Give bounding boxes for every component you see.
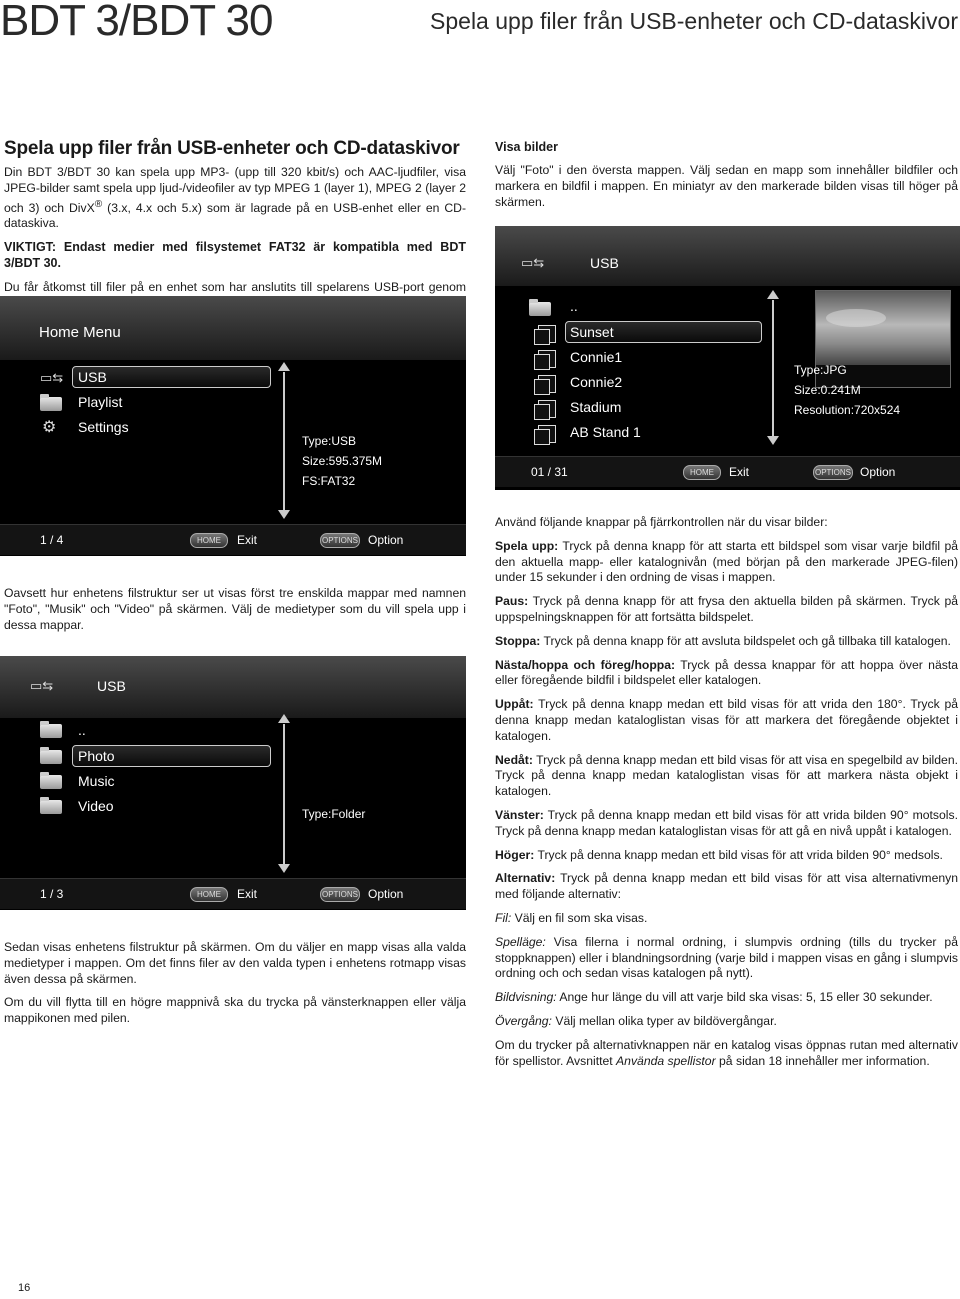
key-next-prev: Nästa/hoppa och föreg/hoppa: Tryck på dessa knappar för att hoppa över nästa eller föregående bildfil i bildspelet eller katalogen. — [495, 657, 958, 688]
exit-label: Exit — [237, 533, 258, 547]
folder-icon — [40, 775, 62, 789]
remote-keys-block — [495, 515, 958, 1077]
home-button[interactable]: HOME — [190, 533, 228, 548]
list-item-photo[interactable]: Photo — [78, 748, 115, 764]
key-right: Höger: Tryck på denna knapp medan ett bild visas för att vrida bilden 90° medsols. — [495, 847, 943, 862]
status-bar — [495, 456, 960, 487]
folder-info: Type:Folder — [302, 807, 366, 821]
scrollbar[interactable] — [283, 372, 285, 510]
key-pause: Paus: Tryck på denna knapp för att frysa den aktuella bilden på skärmen. Tryck på uppspelningsknappen för att fortsätta bildspelet. — [495, 594, 958, 624]
access-paragraph: Du får åtkomst till filer på en enhet som har anslutits till spelarens USB-port genom — [4, 279, 466, 294]
keys-intro: Använd följande knappar på fjärrkontrollen när du visar bilder: — [495, 515, 828, 529]
page-number: 16 — [18, 1282, 31, 1294]
home-menu-screen — [0, 296, 466, 556]
page-indicator: 01 / 31 — [531, 465, 568, 479]
key-stop: Stoppa: Tryck på denna knapp för att avsluta bildspelet och gå tillbaka till katalogen. — [495, 633, 951, 648]
scroll-up-arrow[interactable] — [767, 290, 779, 299]
folder-icon — [40, 750, 62, 764]
playlist-options-paragraph: Om du trycker på alternativknappen när en katalog visas öppnas rutan med alternativ för spellistor. Avsnittet Använda spellistor på sidan 18 innehåller mer information. — [495, 1037, 958, 1068]
folder-icon — [40, 397, 62, 411]
options-button[interactable]: OPTIONS — [320, 533, 360, 548]
scroll-down-arrow[interactable] — [767, 436, 779, 445]
menu-item-usb[interactable]: USB — [78, 369, 107, 385]
list-item-parent[interactable]: .. — [570, 298, 578, 314]
image-info: Type:JPG Size:0.241M Resolution:720x524 — [794, 363, 901, 417]
exit-label: Exit — [237, 887, 258, 901]
level-up-paragraph: Om du vill flytta till en högre mappnivå ska du trycka på vänsterknappen eller välja mappikonen med pilen. — [4, 995, 466, 1026]
option-display-time: Bildvisning: Ange hur länge du vill att varje bild ska visas: 5, 15 eller 30 sekunder. — [495, 990, 933, 1005]
list-item-stadium[interactable]: Stadium — [570, 399, 622, 415]
photo-browser-screen — [495, 226, 960, 490]
option-label: Option — [368, 887, 404, 901]
folder-up-icon[interactable] — [529, 302, 551, 316]
list-item-music[interactable]: Music — [78, 773, 115, 789]
folder-icon — [40, 800, 62, 814]
option-label: Option — [860, 465, 896, 479]
scrollbar[interactable] — [772, 300, 774, 436]
option-label: Option — [368, 533, 404, 547]
gear-icon: ⚙ — [42, 419, 57, 436]
folders-paragraph: Oavsett hur enhetens filstruktur ser ut visas först tre enskilda mappar med namnen "Foto", "Musik" och "Video" på skärmen. Välj de medietyper som du vill spela upp i dessa mappar. — [4, 586, 466, 632]
image-file-icon — [538, 375, 556, 393]
list-item-video[interactable]: Video — [78, 798, 114, 814]
list-item-ab-stand[interactable]: AB Stand 1 — [570, 424, 641, 440]
image-file-icon — [538, 400, 556, 418]
scroll-down-arrow[interactable] — [278, 510, 290, 519]
important-note: VIKTIGT: Endast medier med filsystemet FAT32 är kompatibla med BDT 3/BDT 30. — [4, 240, 466, 271]
status-bar — [0, 524, 466, 555]
option-play-mode: Spelläge: Visa filerna i normal ordning, i slumpvis ordning (tills du trycker på stoppknappen) eller i blandningsordning (varje bild i mappen visas en gång i slumpvis ordning och och sedan visas katalogen på nytt). — [495, 934, 958, 981]
key-play: Spela upp: Tryck på denna knapp för att starta ett bildspel som visar varje bildfil på den aktuella mapp- eller katalognivån (med början på den markerade JPEG-filen) under 15 sekunder i den ordning de visas i mappen. — [495, 538, 959, 585]
device-info: Type:USB Size:595.375M FS:FAT32 — [302, 434, 383, 488]
exit-label: Exit — [729, 465, 750, 479]
options-button[interactable]: OPTIONS — [320, 887, 360, 902]
usb-icon: ▭⇆ — [30, 678, 54, 693]
key-down: Nedåt: Tryck på denna knapp medan ett bild visas för att visa en spegelbild av bilden. Tryck på denna knapp medan kataloglistan visas för att markera nästa objekt i katalogen. — [495, 752, 958, 799]
scrollbar[interactable] — [283, 724, 285, 864]
key-alternative: Alternativ: Tryck på denna knapp medan ett bild visas för att visa alternativmenyn med följande alternativ: — [495, 871, 959, 902]
view-images-intro: Välj "Foto" i den översta mappen. Välj sedan en mapp som innehåller bildfiler och markera en bildfil i mappen. En miniatyr av den markerade bilden visas till höger på skärmen. — [495, 163, 958, 209]
usb-folders-screen — [0, 656, 466, 910]
section-title: Spela upp filer från USB-enheter och CD-dataskivor — [430, 8, 958, 34]
menu-item-settings[interactable]: Settings — [78, 419, 129, 435]
model-title: BDT 3/BDT 30 — [0, 0, 273, 45]
option-file: Fil: Välj en fil som ska visas. — [495, 910, 648, 925]
page-indicator: 1 / 3 — [40, 887, 64, 901]
options-button[interactable]: OPTIONS — [813, 465, 853, 480]
list-item-connie1[interactable]: Connie1 — [570, 349, 623, 365]
image-file-icon — [538, 425, 556, 443]
list-item-sunset[interactable]: Sunset — [570, 324, 614, 340]
structure-block — [4, 940, 466, 1035]
folder-up-icon[interactable] — [40, 724, 62, 738]
main-heading: Spela upp filer från USB-enheter och CD-dataskivor — [4, 138, 460, 159]
usb-screen-title: USB — [97, 678, 126, 694]
image-file-icon — [538, 325, 556, 343]
key-left: Vänster: Tryck på denna knapp medan ett bild visas för att vrida bilden 90° motsols. Tryck på denna knapp medan kataloglistan visas för att gå en nivå uppåt i katalogen. — [495, 807, 958, 838]
option-transition: Övergång: Välj mellan olika typer av bildövergångar. — [495, 1013, 777, 1028]
page-indicator: 1 / 4 — [40, 533, 64, 547]
scroll-down-arrow[interactable] — [278, 864, 290, 873]
usb-icon: ▭⇆ — [521, 255, 545, 270]
image-file-icon — [538, 350, 556, 368]
usb-icon: ▭⇆ — [40, 370, 64, 385]
list-item-connie2[interactable]: Connie2 — [570, 374, 623, 390]
intro-paragraph: Din BDT 3/BDT 30 kan spela upp MP3- (upp till 320 kbit/s) och AAC-ljudfiler, visa JPEG-bilder samt spela upp ljud-/videofiler av typ MPEG 1 (layer 1), MPEG 2 (layer 2 och 3) och DivX® (3.x, 4.x och 5.x) som är lagrade på en USB-enhet eller en CD-dataskiva. — [4, 165, 466, 231]
list-item-parent[interactable]: .. — [78, 722, 86, 738]
photo-screen-title: USB — [590, 255, 619, 271]
scroll-up-arrow[interactable] — [278, 362, 290, 371]
key-up: Uppåt: Tryck på denna knapp medan ett bild visas för att vrida den 180°. Tryck på denna knapp medan kataloglistan visas för att markera det föregående objektet i katalogen. — [495, 697, 959, 743]
structure-paragraph: Sedan visas enhetens filstruktur på skärmen. Om du väljer en mapp visas alla valda medietyper i mappen. Om det finns filer av den valda typen i enhetens rotmapp visas även dessa på skärmen. — [4, 940, 466, 986]
menu-item-playlist[interactable]: Playlist — [78, 394, 123, 410]
status-bar — [0, 878, 466, 909]
view-images-heading: Visa bilder — [495, 140, 558, 154]
home-menu-title: Home Menu — [39, 324, 121, 341]
home-button[interactable]: HOME — [683, 465, 721, 480]
scroll-up-arrow[interactable] — [278, 714, 290, 723]
home-button[interactable]: HOME — [190, 887, 228, 902]
